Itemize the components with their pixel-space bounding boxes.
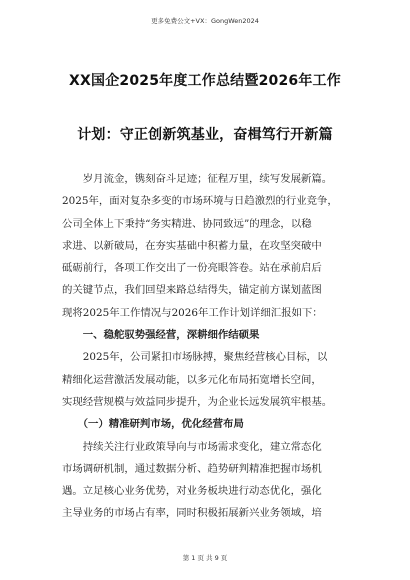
- intro-line: 砥砺前行，各项工作交出了一份亮眼答卷。站在承前启后: [62, 262, 322, 275]
- section-1-line: 精细化运营激活发展动能，以多元化布局拓宽增长空间，: [62, 373, 322, 386]
- document-title-line-1: XX国企2025年度工作总结暨2026年工作: [69, 73, 341, 89]
- subsection-1-line: 持续关注行业政策导向与市场需求变化，建立常态化: [82, 440, 322, 453]
- subsection-1-line: 主导业务的市场占有率，同时积极拓展新兴业务领域，培: [62, 507, 322, 520]
- intro-line: 求进、以新破局，在夯实基础中积蓄力量，在攻坚突破中: [62, 239, 322, 252]
- section-1-line: 2025年，公司紧扣市场脉搏，聚焦经营核心目标，以: [82, 351, 328, 364]
- section-heading-1: 一、稳舵驭势强经营，深耕细作结硕果: [82, 329, 260, 342]
- subsection-heading-1: （一）精准研判市场，优化经营布局: [77, 418, 244, 431]
- subsection-1-line: 遇。立足核心业务优势，对业务板块进行动态优化，强化: [62, 485, 322, 498]
- intro-line: 岁月流金，镌刻奋斗足迹；征程万里，续写发展新篇。: [82, 173, 333, 185]
- intro-line: 公司全体上下秉持“务实精进、协同致远”的理念，以稳: [62, 217, 312, 230]
- subsection-1-line: 市场调研机制，通过数据分析、趋势研判精准把握市场机: [62, 462, 322, 475]
- intro-line: 现将2025年工作情况与2026年工作计划详细汇报如下：: [62, 306, 323, 319]
- header-note: 更多免费公文+VX：GongWen2024: [151, 17, 259, 25]
- intro-line: 的关键节点，我们回望来路总结得失，锚定前方谋划蓝图: [62, 284, 322, 297]
- intro-line: 2025年，面对复杂多变的市场环境与日趋激烈的行业竞争，: [62, 195, 338, 208]
- page-number: 第 1 页 共 9 页: [182, 554, 228, 562]
- document-body: [62, 168, 362, 525]
- document-title-line-2: 计划：守正创新筑基业，奋楫笃行开新篇: [77, 127, 333, 143]
- section-1-line: 实现经营规模与效益同步提升，为企业长远发展筑牢根基。: [62, 395, 333, 408]
